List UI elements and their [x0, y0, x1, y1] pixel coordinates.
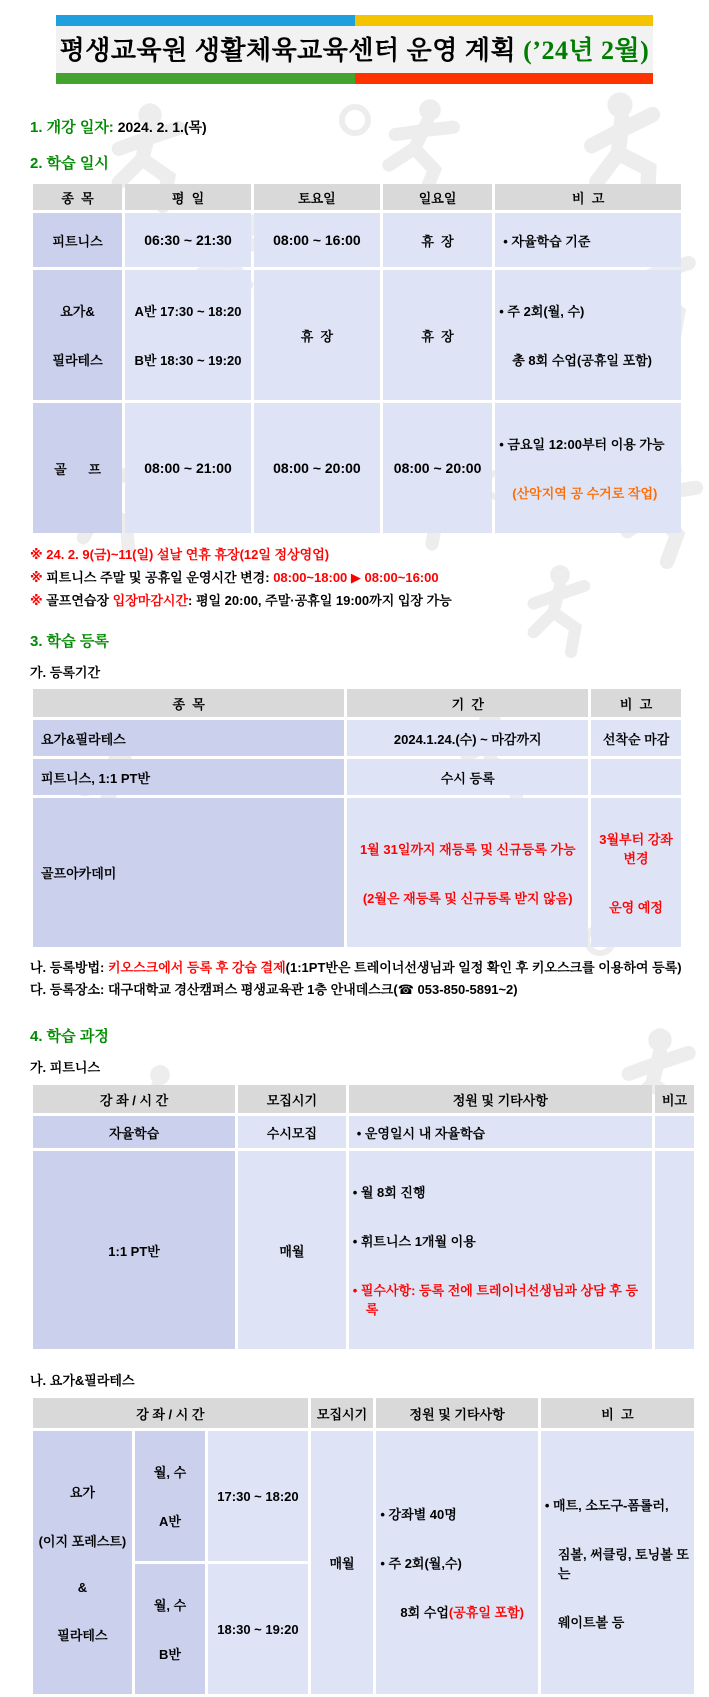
schedule-notes: [30, 543, 685, 612]
schedule-header-row: [33, 184, 681, 210]
col-capacity-etc: 정원 및 기타사항: [349, 1085, 652, 1113]
subject-cell: 골프아카데미: [33, 798, 344, 947]
note-mark: ※: [30, 570, 47, 585]
course-line: 요가: [69, 1484, 95, 1500]
note-holiday-text: 24. 2. 9(금)~11(일) 설날 연휴 휴장(12일 정상영업): [46, 547, 330, 562]
remarks-cell: [655, 1116, 694, 1148]
title-bottom-bar: [56, 73, 653, 84]
col-recruit-period: 모집시기: [238, 1085, 346, 1113]
note-entry-deadline: [30, 589, 685, 612]
recruit-cell: 매월: [311, 1431, 374, 1694]
note-hours-times: 08:00~18:00 ▶ 08:00~16:00: [273, 570, 439, 585]
yoga-course-table: [30, 1395, 697, 1697]
page-title: [56, 26, 653, 73]
opening-date-value: 2024. 2. 1.(목): [113, 119, 207, 135]
registration-method-red: 키오스크에서 등록 후 강습 결제: [107, 960, 286, 975]
title-top-bar: [56, 15, 653, 26]
note-hours-change: [30, 566, 685, 589]
remarks-line: • 금요일 12:00부터 이용 가능: [499, 437, 665, 452]
period-cell: [347, 798, 588, 947]
class-name-line: B반: [159, 1647, 181, 1662]
recruit-cell: 매월: [238, 1151, 346, 1349]
weekday-line: B반 18:30 ~ 19:20: [134, 353, 242, 368]
period-line-red: 1월 31일까지 재등록 및 신규등록 가능: [359, 841, 576, 857]
remarks-cell: • 자율학습 기준: [495, 213, 681, 267]
bottom-bar-green-segment: [56, 73, 355, 84]
remarks-line-red: 운영 예정: [609, 900, 663, 915]
fitness-row-pt: [33, 1151, 694, 1349]
saturday-cell: 08:00 ~ 16:00: [254, 213, 380, 267]
remarks-line: 총 8회 수업(공휴일 포함): [512, 353, 653, 368]
detail-line: • 강좌별 40명: [380, 1507, 457, 1522]
section-opening-date: [30, 116, 685, 137]
yoga-course-label: 나. 요가&필라테스: [30, 1373, 135, 1388]
note-mark: ※: [30, 593, 47, 608]
note-mark: ※: [30, 547, 47, 562]
section3-heading: 3. 학습 등록: [30, 633, 109, 650]
course-line: 필라테스: [57, 1627, 108, 1643]
yoga-course-header-row: [33, 1398, 694, 1428]
registration-method: [30, 957, 685, 979]
col-course-time: 강 좌 / 시 간: [33, 1398, 308, 1428]
schedule-table: [30, 181, 684, 536]
detail-cell: • 운영일시 내 자율학습: [349, 1116, 652, 1148]
detail-line-red: • 필수사항: 등록 전에 트레이너선생님과 상담 후 등록: [352, 1283, 639, 1317]
col-course-time: 강 좌 / 시 간: [33, 1085, 235, 1113]
col-weekday: 평 일: [125, 184, 251, 210]
bottom-bar-red-segment: [355, 73, 654, 84]
section1-heading: 1. 개강 일자:: [30, 119, 114, 136]
class-day-line: 월, 수: [153, 1598, 187, 1613]
sunday-cell: 휴 장: [383, 270, 492, 400]
remarks-cell: [591, 798, 681, 947]
remarks-line-orange: (산악지역 공 수거로 작업): [512, 486, 658, 501]
note-entry-deadline-label: 입장마감시간: [112, 593, 189, 608]
schedule-row-fitness: [33, 213, 681, 267]
saturday-cell: 08:00 ~ 20:00: [254, 403, 380, 533]
section-registration: [30, 630, 685, 651]
remarks-line: 짐볼, 써클링, 토닝볼 또는: [557, 1546, 689, 1581]
col-recruit-period: 모집시기: [311, 1398, 374, 1428]
registration-place: [30, 979, 685, 1001]
detail-black: 8회 수업: [400, 1605, 449, 1620]
top-bar-blue-segment: [56, 15, 355, 26]
remarks-line: 웨이트볼 등: [557, 1614, 625, 1630]
section-schedule: [30, 152, 685, 173]
schedule-row-golf: [33, 403, 681, 533]
detail-line: [380, 1602, 534, 1621]
section2-heading: 2. 학습 일시: [30, 155, 109, 172]
course-line: &: [77, 1579, 88, 1595]
yoga-row-class-a: [33, 1431, 694, 1561]
detail-cell: [349, 1151, 652, 1349]
class-cell: [135, 1431, 205, 1561]
period-cell: 2024.1.24.(수) ~ 마감까지: [347, 720, 588, 756]
remarks-cell: [495, 270, 681, 400]
note-holiday: [30, 543, 685, 566]
top-bar-yellow-segment: [355, 15, 654, 26]
registration-place-label: 다. 등록장소:: [30, 982, 108, 997]
weekday-line: A반 17:30 ~ 18:20: [134, 304, 242, 319]
registration-notes: [30, 957, 685, 1001]
remarks-cell: 선착순 마감: [591, 720, 681, 756]
sunday-cell: 08:00 ~ 20:00: [383, 403, 492, 533]
remarks-line: • 매트, 소도구-폼롤러,: [544, 1497, 669, 1513]
sunday-cell: 휴 장: [383, 213, 492, 267]
period-line-red: (2월은 재등록 및 신규등록 받지 않음): [362, 890, 573, 906]
registration-place-value: 대구대학교 경산캠퍼스 평생교육관 1층 안내데스크(☎ 053-850-5891~2): [107, 982, 518, 997]
subject-line: 요가&: [60, 304, 95, 319]
remarks-line-red: 3월부터 강좌 변경: [599, 832, 677, 866]
period-cell: 수시 등록: [347, 759, 588, 795]
detail-cell: [376, 1431, 538, 1694]
registration-row-golf: [33, 798, 681, 947]
remarks-line: • 주 2회(월, 수): [499, 304, 585, 319]
detail-line: • 월 8회 진행: [352, 1185, 426, 1200]
section4-heading: 4. 학습 과정: [30, 1028, 109, 1045]
remarks-cell: [655, 1151, 694, 1349]
course-cell: 자율학습: [33, 1116, 235, 1148]
registration-row-yoga: [33, 720, 681, 756]
registration-period-label: 가. 등록기간: [30, 665, 101, 680]
col-remarks: 비고: [655, 1085, 694, 1113]
col-remarks: 비 고: [541, 1398, 694, 1428]
col-remarks: 비 고: [495, 184, 681, 210]
saturday-cell: 휴 장: [254, 270, 380, 400]
col-subject: 종 목: [33, 689, 344, 717]
class-day-line: 월, 수: [153, 1465, 187, 1480]
time-cell: 17:30 ~ 18:20: [208, 1431, 307, 1561]
registration-row-fitness: [33, 759, 681, 795]
col-period: 기 간: [347, 689, 588, 717]
subject-cell: 골 프: [33, 403, 122, 533]
course-line: (이지 포레스트): [38, 1533, 127, 1549]
note-entry-suffix: : 평일 20:00, 주말·공휴일 19:00까지 입장 가능: [188, 593, 452, 608]
col-capacity-etc: 정원 및 기타사항: [376, 1398, 538, 1428]
col-saturday: 토요일: [254, 184, 380, 210]
detail-line: • 휘트니스 1개월 이용: [352, 1234, 476, 1249]
weekday-cell: 08:00 ~ 21:00: [125, 403, 251, 533]
detail-line: • 주 2회(월,수): [380, 1556, 462, 1571]
fitness-course-header-row: [33, 1085, 694, 1113]
class-name-line: A반: [159, 1514, 181, 1529]
note-entry-prefix: 골프연습장: [46, 593, 113, 608]
fitness-row-self-study: [33, 1116, 694, 1148]
subject-cell: 피트니스: [33, 213, 122, 267]
class-cell: [135, 1564, 205, 1694]
note-hours-label: 피트니스 주말 및 공휴일 운영시간 변경:: [46, 570, 274, 585]
time-cell: 18:30 ~ 19:20: [208, 1564, 307, 1694]
col-remarks: 비 고: [591, 689, 681, 717]
fitness-course-table: [30, 1082, 697, 1352]
col-sunday: 일요일: [383, 184, 492, 210]
remarks-cell: [541, 1431, 694, 1694]
remarks-cell: [495, 403, 681, 533]
course-cell: 1:1 PT반: [33, 1151, 235, 1349]
subject-cell: 요가&필라테스: [33, 720, 344, 756]
subject-cell: [33, 270, 122, 400]
weekday-cell: 06:30 ~ 21:30: [125, 213, 251, 267]
registration-method-rest: (1:1PT반은 트레이너선생님과 일정 확인 후 키오스크를 이용하여 등록): [285, 960, 682, 975]
remarks-cell: [591, 759, 681, 795]
registration-method-label: 나. 등록방법:: [30, 960, 108, 975]
detail-red: (공휴일 포함): [448, 1605, 524, 1620]
registration-header-row: [33, 689, 681, 717]
col-subject: 종 목: [33, 184, 122, 210]
fitness-course-label: 가. 피트니스: [30, 1060, 101, 1075]
page-title-main: 평생교육원 생활체육교육센터 운영 계획: [59, 36, 524, 65]
section-courses: [30, 1025, 685, 1046]
recruit-cell: 수시모집: [238, 1116, 346, 1148]
schedule-row-yoga: [33, 270, 681, 400]
page-title-period: (’24년 2월): [523, 36, 650, 65]
title-block: [56, 15, 653, 84]
course-cell: [33, 1431, 132, 1694]
registration-table: [30, 686, 684, 950]
subject-cell: 피트니스, 1:1 PT반: [33, 759, 344, 795]
weekday-cell: [125, 270, 251, 400]
subject-line: 필라테스: [52, 353, 103, 368]
